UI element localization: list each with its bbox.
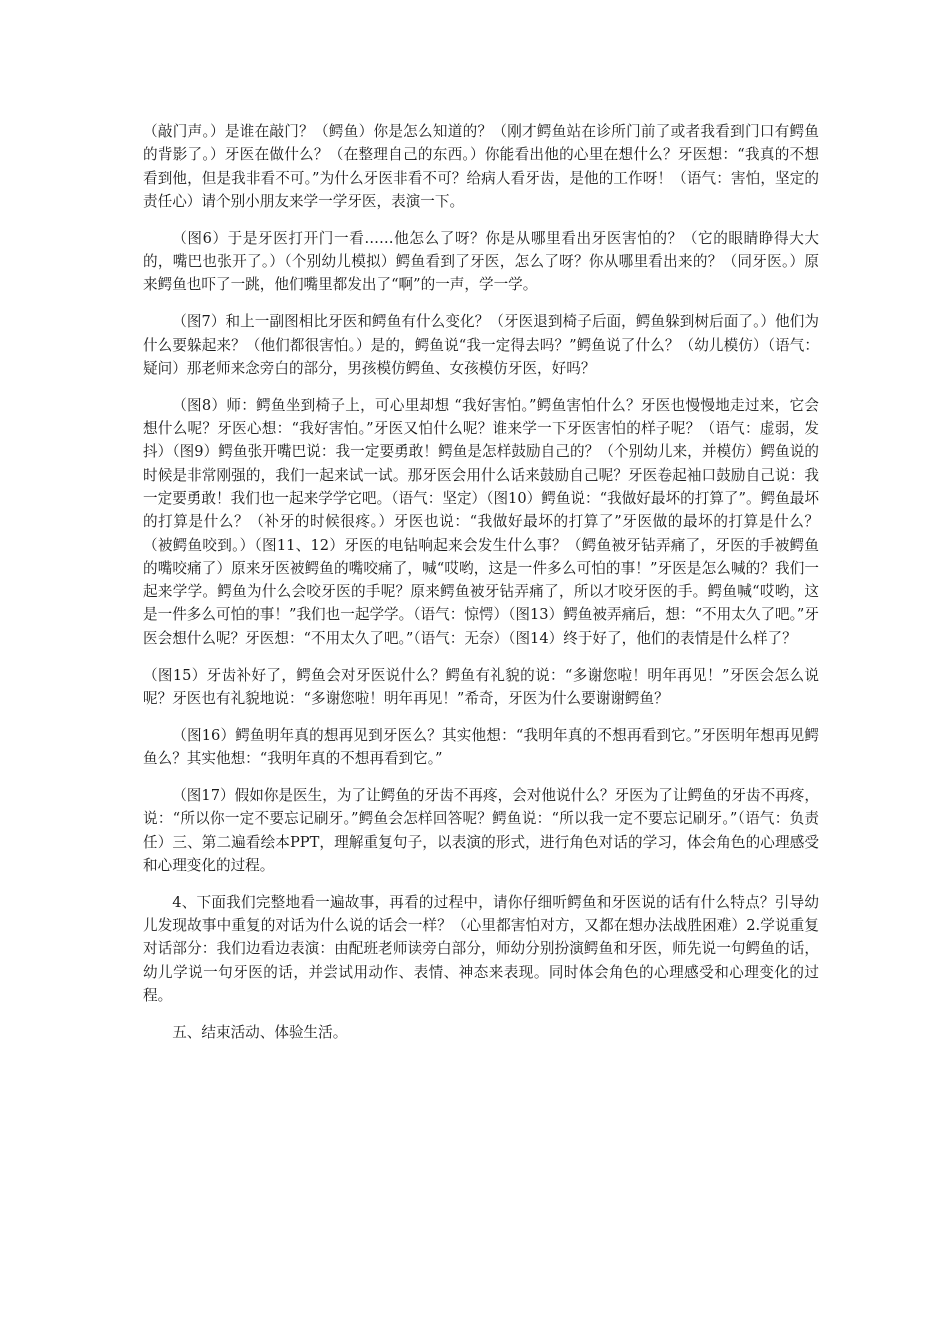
paragraph-7: （图17）假如你是医生，为了让鳄鱼的牙齿不再疼，会对他说什么？牙医为了让鳄鱼的牙齿不再疼，说：“所以你一定不要忘记刷牙。”鳄鱼会怎样回答呢？鳄鱼说：“所以我一定不要忘记刷牙。”（语气：负责任）三、第二遍看绘本PPT，理解重复句子，以表演的形式，进行角色对话的学习，体会角色的心理感受和心理变化的过程。 [143, 786, 819, 874]
paragraph-3: （图7）和上一副图相比牙医和鳄鱼有什么变化？（牙医退到椅子后面，鳄鱼躲到树后面了。）他们为什么要躲起来？（他们都很害怕。）是的，鳄鱼说“我一定得去吗？”鳄鱼说了什么？（幼儿模仿）（语气：疑问）那老师来念旁白的部分，男孩模仿鳄鱼、女孩模仿牙医，好吗？ [143, 313, 819, 377]
paragraph-2: （图6）于是牙医打开门一看……他怎么了呀？你是从哪里看出牙医害怕的？（它的眼睛睁得大大的，嘴巴也张开了。）（个别幼儿模拟）鳄鱼看到了牙医，怎么了呀？你从哪里看出来的？（同牙医。）原来鳄鱼也吓了一跳，他们嘴里都发出了“啊”的一声，学一学。 [143, 229, 819, 294]
paragraph-1: （敲门声。）是谁在敲门？（鳄鱼）你是怎么知道的？（刚才鳄鱼站在诊所门前了或者我看到门口有鳄鱼的背影了。）牙医在做什么？（在整理自己的东西。）你能看出他的心里在想什么？牙医想：“我真的不想看到他，但是我非看不可。”为什么牙医非看不可？给病人看牙齿，是他的工作呀！（语气：害怕，坚定的责任心）请个别小朋友来学一学牙医，表演一下。 [143, 123, 819, 210]
paragraph-4: （图8）师：鳄鱼坐到椅子上，可心里却想 “我好害怕。”鳄鱼害怕什么？牙医也慢慢地走过来，它会想什么呢？牙医心想：“我好害怕。”牙医又怕什么呢？谁来学一下牙医害怕的样子呢？（语气：虚弱，发抖）（图9）鳄鱼张开嘴巴说：我一定要勇敢！鳄鱼是怎样鼓励自己的？（个别幼儿来，并模仿）鳄鱼说的时候是非常刚强的，我们一起来试一试。那牙医会用什么话来鼓励自己呢？牙医卷起袖口鼓励自己说：我一定要勇敢！我们也一起来学学它吧。（语气：坚定）（图10）鳄鱼说：“我做好最坏的打算了”。鳄鱼最坏的打算是什么？（补牙的时候很疼。）牙医也说：“我做好最坏的打算了”牙医做的最坏的打算是什么？（被鳄鱼咬到。）（图11、12）牙医的电钻响起来会发生什么事？（鳄鱼被牙钻弄痛了，牙医的手被鳄鱼的嘴咬痛了）原来牙医被鳄鱼的嘴咬痛了，喊“哎哟，这是一件多么可怕的事！”牙医是怎么喊的？我们一起来学学。鳄鱼为什么会咬牙医的手呢？原来鳄鱼被牙钻弄痛了，所以才咬牙医的手。鳄鱼喊“哎哟，这是一件多么可怕的事！”我们也一起学学。（语气：惊愕）（图13）鳄鱼被弄痛后，想：“不用太久了吧。”牙医会想什么呢？牙医想：“不用太久了吧。”（语气：无奈）（图14）终于好了，他们的表情是什么样了？ [143, 396, 819, 647]
paragraph-9: 五、结束活动、体验生活。 [172, 1023, 348, 1041]
paragraph-6: （图16）鳄鱼明年真的想再见到牙医么？其实他想：“我明年真的不想再看到它。”牙医明年想再见鳄鱼么？其实他想：“我明年真的不想再看到它。” [143, 726, 819, 768]
paragraph-5: （图15）牙齿补好了，鳄鱼会对牙医说什么？鳄鱼有礼貌的说：“多谢您啦！明年再见！”牙医会怎么说呢？牙医也有礼貌地说：“多谢您啦！明年再见！”希奇，牙医为什么要谢谢鳄鱼？ [143, 666, 819, 707]
paragraph-8: 4、下面我们完整地看一遍故事，再看的过程中，请你仔细听鳄鱼和牙医说的话有什么特点？引导幼儿发现故事中重复的对话为什么说的话会一样？（心里都害怕对方，又都在想办法战胜困难）2.学说重复对话部分：我们边看边表演：由配班老师读旁白部分，师幼分别扮演鳄鱼和牙医，师先说一句鳄鱼的话，幼儿学说一句牙医的话，并尝试用动作、表情、神态来表现。同时体会角色的心理感受和心理变化的过程。 [143, 893, 819, 1004]
document-body [143, 120, 819, 1058]
